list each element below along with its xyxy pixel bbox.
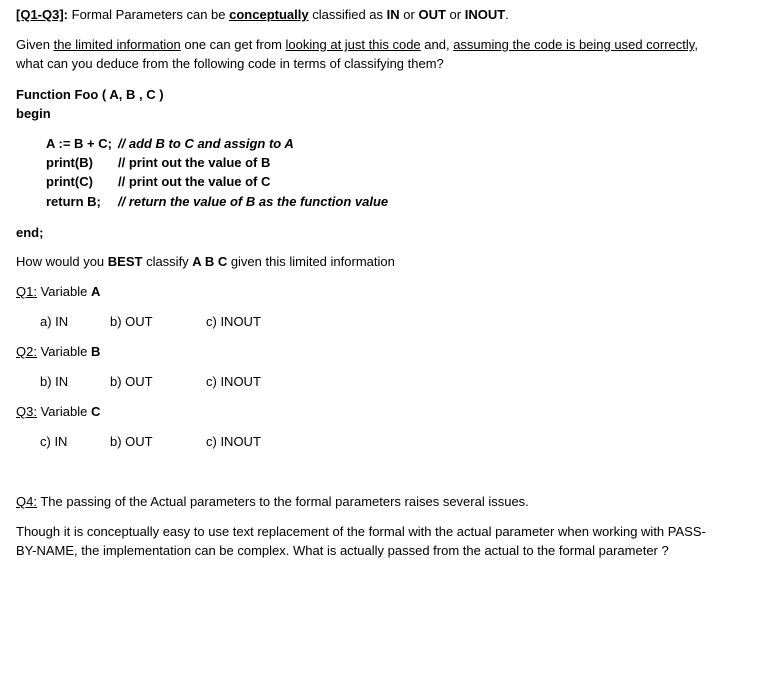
q1-text: Variable	[36, 284, 91, 299]
code-stmt-3: print(C)	[46, 174, 93, 189]
header-colon: :	[63, 7, 69, 22]
q1-heading	[16, 284, 100, 300]
q1-option-c[interactable]: c) INOUT	[206, 314, 261, 329]
header-or-2: or	[445, 7, 465, 22]
question-prompt	[16, 254, 395, 270]
header-in: IN	[386, 7, 400, 22]
code-comment-1: // add B to C and assign to A	[118, 136, 294, 151]
intro-underline-2: looking at just this code	[285, 37, 421, 52]
code-stmt-1: A := B + C;	[46, 136, 112, 151]
intro-line-2: what can you deduce from the following code in terms of classifying them?	[16, 56, 444, 71]
q2-option-a[interactable]: b) IN	[40, 374, 69, 389]
code-begin: begin	[16, 106, 51, 121]
question-range-tag: [Q1-Q3]	[16, 7, 64, 22]
q3-label: Q3:	[16, 404, 37, 419]
question-mid: classify	[142, 254, 193, 269]
q1-label: Q1:	[16, 284, 37, 299]
code-comment-4: // return the value of B as the function value	[118, 194, 389, 209]
header-conceptually: conceptually	[229, 7, 309, 22]
q4-label: Q4:	[16, 494, 37, 509]
q3-option-a[interactable]: c) IN	[40, 434, 68, 449]
question-abc: A B C	[192, 254, 228, 269]
q3-option-b[interactable]: b) OUT	[110, 434, 153, 449]
intro-line-1	[16, 37, 698, 53]
q1-option-b[interactable]: b) OUT	[110, 314, 153, 329]
q4-heading	[16, 494, 529, 510]
q3-variable: C	[90, 404, 101, 419]
q2-option-c[interactable]: c) INOUT	[206, 374, 261, 389]
code-stmt-2: print(B)	[46, 155, 93, 170]
intro-underline-1: the limited information	[53, 37, 181, 52]
intro-text-c: and,	[420, 37, 454, 52]
function-signature: Function Foo ( A, B , C )	[16, 87, 164, 102]
final-paragraph-line-1: Though it is conceptually easy to use text replacement of the formal with the actual parameter when working with PASS-	[16, 524, 706, 539]
intro-text-a: Given	[16, 37, 54, 52]
q2-variable: B	[90, 344, 101, 359]
header-or-1: or	[399, 7, 419, 22]
code-end: end;	[16, 225, 44, 240]
q2-text: Variable	[36, 344, 91, 359]
header-end: .	[505, 7, 509, 22]
question-post: given this limited information	[227, 254, 395, 269]
question-pre: How would you	[16, 254, 108, 269]
intro-underline-3: assuming the code is being used correctly	[453, 37, 695, 52]
q3-heading	[16, 404, 100, 420]
code-stmt-4: return B;	[46, 194, 101, 209]
q3-option-c[interactable]: c) INOUT	[206, 434, 261, 449]
intro-text-b: one can get from	[180, 37, 286, 52]
header-out: OUT	[418, 7, 446, 22]
code-comment-3: // print out the value of C	[118, 174, 271, 189]
final-paragraph-line-2: BY-NAME, the implementation can be complex. What is actually passed from the actual to the formal parameter ?	[16, 543, 669, 558]
header-text-1: Formal Parameters can be	[68, 7, 230, 22]
q1-variable: A	[90, 284, 101, 299]
code-comment-2: // print out the value of B	[118, 155, 271, 170]
header-line	[16, 7, 509, 23]
header-text-2: classified as	[308, 7, 387, 22]
q2-label: Q2:	[16, 344, 37, 359]
q2-option-b[interactable]: b) OUT	[110, 374, 153, 389]
question-best: BEST	[107, 254, 143, 269]
q4-text: The passing of the Actual parameters to the formal parameters raises several issues.	[36, 494, 529, 509]
intro-text-d: ,	[694, 37, 698, 52]
q3-text: Variable	[36, 404, 91, 419]
header-inout: INOUT	[464, 7, 506, 22]
q1-option-a[interactable]: a) IN	[40, 314, 69, 329]
q2-heading	[16, 344, 100, 360]
